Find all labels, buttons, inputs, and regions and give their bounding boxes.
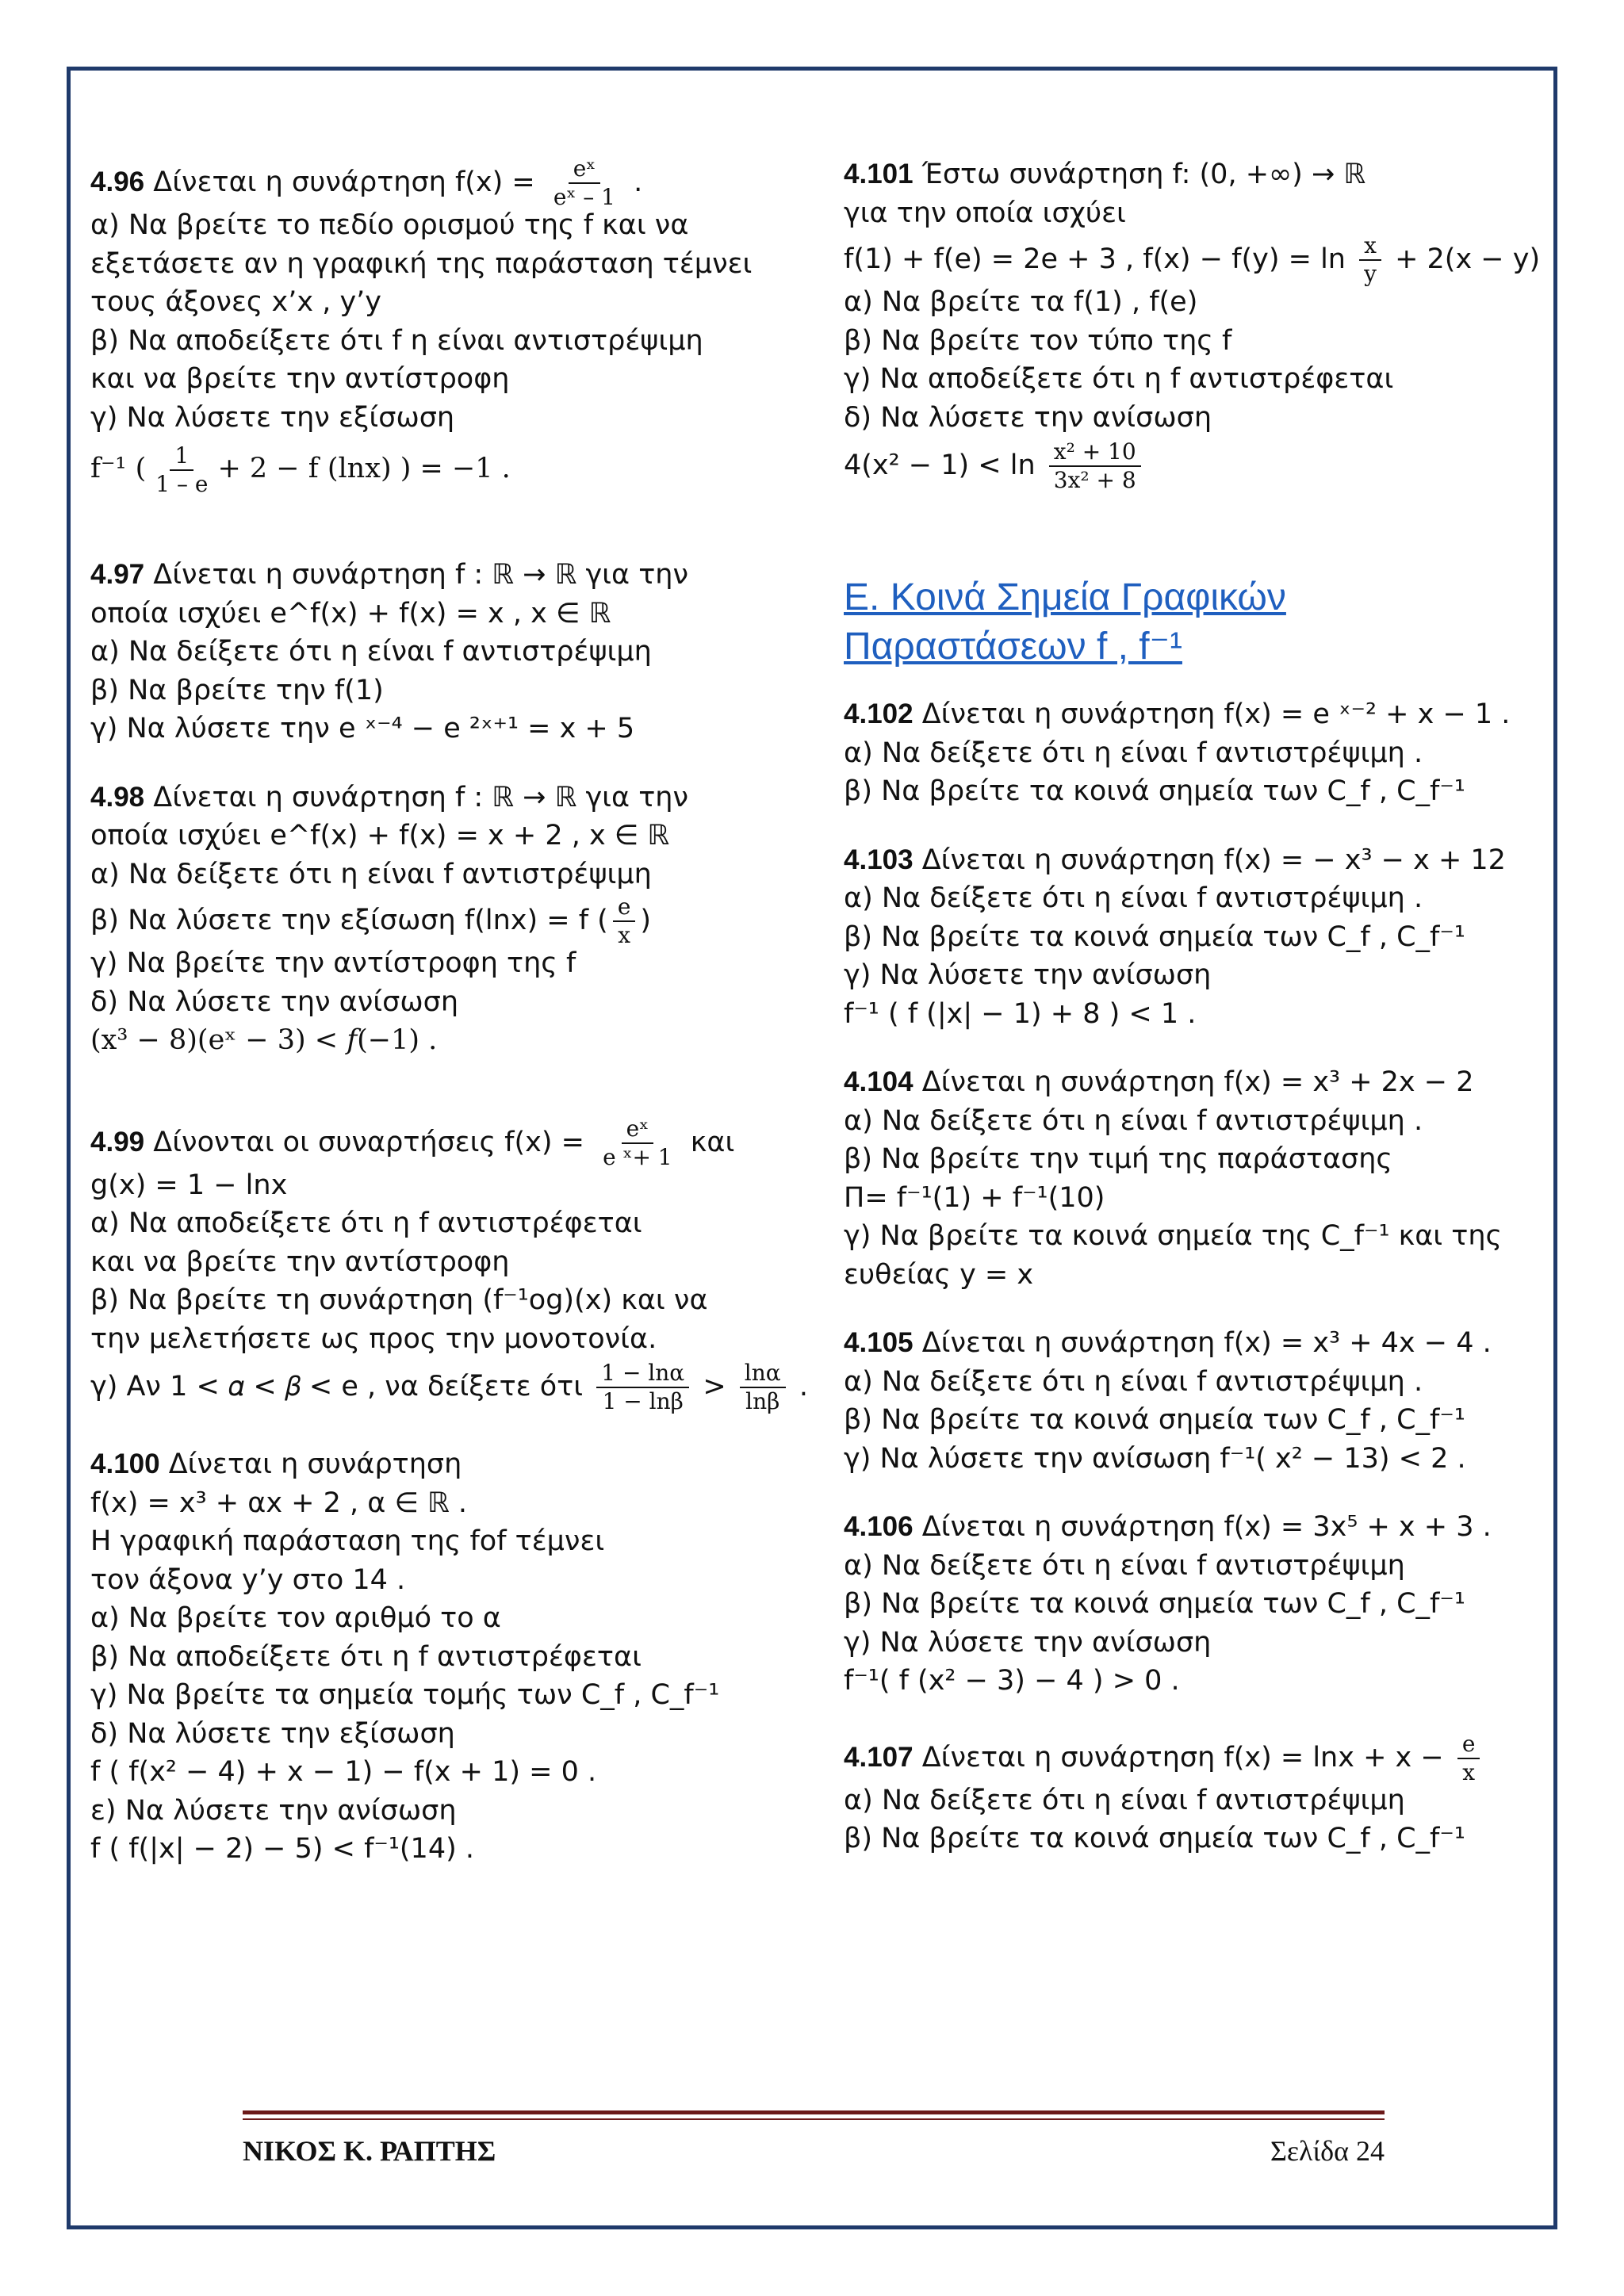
footer-rule-thin (243, 2118, 1385, 2120)
exercise-4-107: 4.107 Δίνεται η συνάρτηση f(x) = lnx + x − $\frac{e}{x}$ α) Να δείξετε ότι η είναι f αντιστρέψιμη β) Να βρείτε τα κοινά σημεία των C_f , C_f⁻¹ (844, 1731, 1557, 1858)
exercise-4-99: 4.99 Δίνονται οι συναρτήσεις f(x) = $\frac{\text{eˣ}}{\text{e ˣ+ 1}}$ και g(x) = 1 − lnx α) Να αποδείξετε ότι η f αντιστρέφεται και να βρείτε την αντίστροφη β) Να βρείτε τη συνάρτηση (f⁻¹og)(x) και να την μελετήσετε ως προς την μονοτονία. γ) Αν 1 < 𝛼 < 𝛽 < e , να δείξετε ότι $\frac{1 - \ln\alpha}{1 - \ln\beta}$ > $\frac{\ln\alpha}{\ln\beta}$ . (90, 1115, 808, 1414)
exercise-4-102: 4.102 Δίνεται η συνάρτηση f(x) = e ˣ⁻² + x − 1 . α) Να δείξετε ότι η είναι f αντιστρέψιμη . β) Να βρείτε τα κοινά σημεία των C_f , C_f⁻¹ (844, 698, 1511, 807)
footer-page-number: Σελίδα 24 (1270, 2135, 1385, 2167)
exercise-4-100: 4.100 Δίνεται η συνάρτηση f(x) = x³ + αx + 2 , α ∈ ℝ . Η γραφική παράσταση της fof τέμνει τον άξονα y’y στο 14 . α) Να βρείτε τον αριθμό το α β) Να αποδείξετε ότι η f αντιστρέφεται γ) Να βρείτε τα σημεία τομής των C_f , C_f⁻¹ δ) Να λύσετε την εξίσωση f ( f(x² − 4) + x − 1) − f(x + 1) = 0 . ε) Να λύσετε την ανίσωση f ( f(|x| − 2) − 5) < f⁻¹(14) . (90, 1448, 720, 1865)
right-column (844, 155, 1557, 1858)
exercise-4-101: 4.101 Έστω συνάρτηση f: (0, +∞) → ℝ για την οποία ισχύει f(1) + f(e) = 2e + 3 , f(x) − f(y) = ln $\frac{x}{y}$ + 2(x − y) α) Να βρείτε τα f(1) , f(e) β) Να βρείτε τον τύπο της f γ) Να αποδείξετε ότι η f αντιστρέφεται δ) Να λύσετε την ανίσωση 4(x² − 1) < ln $\frac{\text{x² + 10}}{\text{3x² + 8}}$ (844, 159, 1541, 493)
exercise-4-97: 4.97 Δίνεται η συνάρτηση f : ℝ → ℝ για την οποία ισχύει e^f(x) + f(x) = x , x ∈ ℝ α) Να δείξετε ότι η είναι f αντιστρέψιμη β) Να βρείτε την f(1) γ) Να λύσετε την e ˣ⁻⁴ − e ²ˣ⁺¹ = x + 5 (90, 559, 689, 744)
exercise-4-103: 4.103 Δίνεται η συνάρτηση f(x) = − x³ − x + 12 α) Να δείξετε ότι η είναι f αντιστρέψιμη . β) Να βρείτε τα κοινά σημεία των C_f , C_f⁻¹ γ) Να λύσετε την ανίσωση f⁻¹ ( f (|x| − 1) + 8 ) < 1 . (844, 844, 1506, 1030)
footer-rule (243, 2110, 1385, 2114)
left-column (90, 155, 808, 1869)
exercise-4-105: 4.105 Δίνεται η συνάρτηση f(x) = x³ + 4x − 4 . α) Να δείξετε ότι η είναι f αντιστρέψιμη . β) Να βρείτε τα κοινά σημεία των C_f , C_f⁻¹ γ) Να λύσετε την ανίσωση f⁻¹( x² − 13) < 2 . (844, 1327, 1492, 1475)
exercise-4-98: 4.98 Δίνεται η συνάρτηση f : ℝ → ℝ για την οποία ισχύει e^f(x) + f(x) = x + 2 , x ∈ ℝ α) Να δείξετε ότι η είναι f αντιστρέψιμη β) Να λύσετε την εξίσωση f(lnx) = f ( $\frac{e}{x}$ ) γ) Να βρείτε την αντίστροφη της f δ) Να λύσετε την ανίσωση (x³ − 8)(eˣ − 3) < 𝑓(−1) . (90, 781, 689, 1056)
exercise-4-96: 4.96 Δίνεται η συνάρτηση f(x) = $\frac{\text{eˣ}}{\text{eˣ – 1}}$ . α) Να βρείτε το πεδίο ορισμού της f και να εξετάσετε αν η γραφική της παράσταση τέμνει τους άξονες x’x , y’y β) Να αποδείξετε ότι f η είναι αντιστρέψιμη και να βρείτε την αντίστροφη γ) Να λύσετε την εξίσωση f⁻¹ ( $\frac{1}{1 - e}$ + 2 − f (lnx) ) = −1 . (90, 155, 753, 497)
footer-author: ΝΙΚΟΣ Κ. ΡΑΠΤΗΣ (243, 2135, 496, 2167)
exercise-4-106: 4.106 Δίνεται η συνάρτηση f(x) = 3x⁵ + x + 3 . α) Να δείξετε ότι η είναι f αντιστρέψιμη β) Να βρείτε τα κοινά σημεία των C_f , C_f⁻¹ γ) Να λύσετε την ανίσωση f⁻¹( f (x² − 3) − 4 ) > 0 . (844, 1511, 1492, 1697)
exercise-4-104: 4.104 Δίνεται η συνάρτηση f(x) = x³ + 2x − 2 α) Να δείξετε ότι η είναι f αντιστρέψιμη . β) Να βρείτε την τιμή της παράστασης Π= f⁻¹(1) + f⁻¹(10) γ) Να βρείτε τα κοινά σημεία της C_f⁻¹ και της ευθείας y = x (844, 1066, 1503, 1291)
section-heading: Ε. Κοινά Σημεία Γραφικών Παραστάσεων f , f⁻¹ (844, 576, 1286, 668)
